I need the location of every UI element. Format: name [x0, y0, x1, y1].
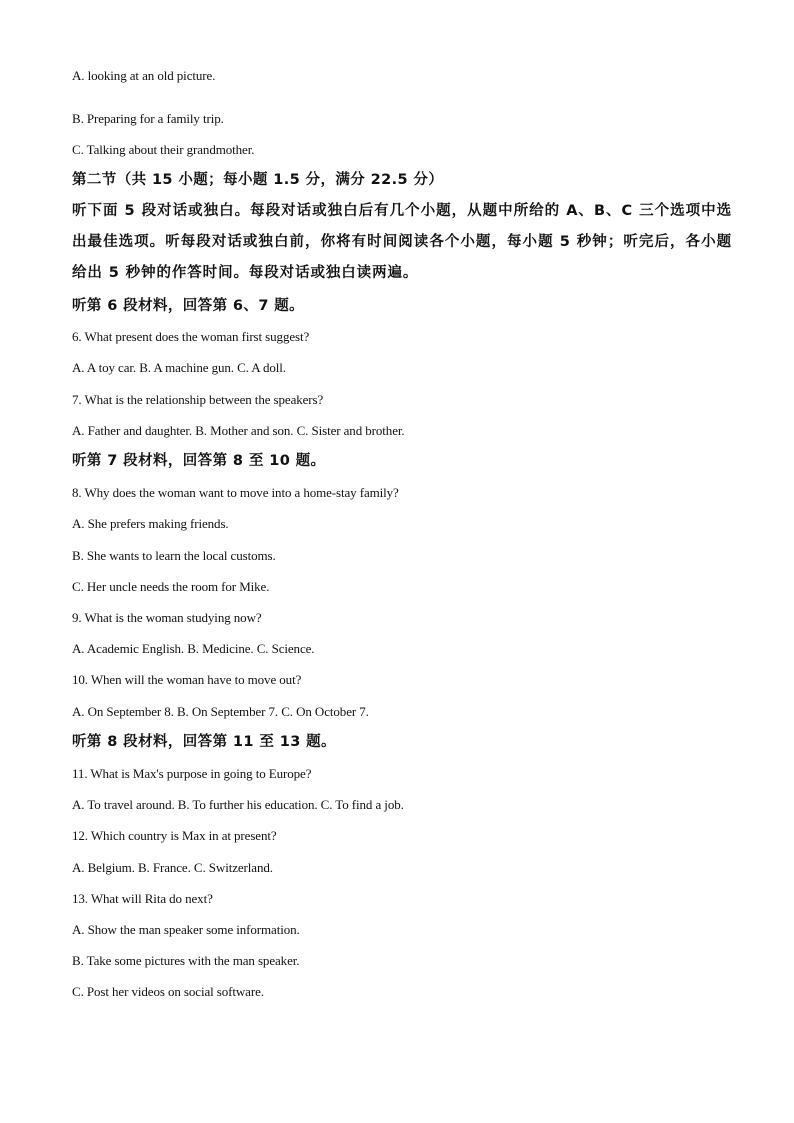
question-8-option-c: C. Her uncle needs the room for Mike. — [72, 579, 270, 594]
question-11: 11. What is Max's purpose in going to Europe? — [72, 766, 312, 781]
question-9-options: A. Academic English. B. Medicine. C. Science. — [72, 641, 315, 656]
question-13-option-b: B. Take some pictures with the man speaker. — [72, 953, 300, 968]
question-8-option-b: B. She wants to learn the local customs. — [72, 548, 276, 563]
question-8: 8. Why does the woman want to move into a home-stay family? — [72, 485, 399, 500]
question-10-options: A. On September 8. B. On September 7. C. On October 7. — [72, 704, 369, 719]
question-13-option-a: A. Show the man speaker some information. — [72, 922, 300, 937]
q5-option-c: C. Talking about their grandmother. — [72, 142, 255, 157]
question-9: 9. What is the woman studying now? — [72, 610, 262, 625]
question-6-options: A. A toy car. B. A machine gun. C. A doll. — [72, 360, 286, 375]
question-8-option-a: A. She prefers making friends. — [72, 516, 229, 531]
question-7: 7. What is the relationship between the speakers? — [72, 392, 324, 407]
question-11-options: A. To travel around. B. To further his education. C. To find a job. — [72, 797, 404, 812]
question-6: 6. What present does the woman first suggest? — [72, 329, 310, 344]
question-12: 12. Which country is Max in at present? — [72, 828, 277, 843]
group-heading-8: 听第 8 段材料，回答第 11 至 13 题。 — [72, 734, 336, 750]
group-heading-7: 听第 7 段材料，回答第 8 至 10 题。 — [72, 453, 326, 469]
question-10: 10. When will the woman have to move out? — [72, 672, 302, 687]
section-heading: 第二节（共 15 小题；每小题 1.5 分，满分 22.5 分） — [72, 172, 444, 188]
question-13-option-c: C. Post her videos on social software. — [72, 984, 264, 999]
q5-option-a: A. looking at an old picture. — [72, 68, 216, 83]
group-heading-6: 听第 6 段材料，回答第 6、7 题。 — [72, 298, 305, 314]
question-12-options: A. Belgium. B. France. C. Switzerland. — [72, 860, 273, 875]
q5-option-b: B. Preparing for a family trip. — [72, 111, 224, 126]
question-7-options: A. Father and daughter. B. Mother and son. C. Sister and brother. — [72, 423, 405, 438]
section-instructions: 听下面 5 段对话或独白。每段对话或独白后有几个小题，从题中所给的 A、B、C 三个选项中选出最佳选项。听每段对话或独白前，你将有时间阅读各个小题，每小题 5 秒钟；听完后，各小题给出 5 秒钟的作答时间。每段对话或独白读两遍。 — [72, 203, 732, 281]
question-13: 13. What will Rita do next? — [72, 891, 213, 906]
